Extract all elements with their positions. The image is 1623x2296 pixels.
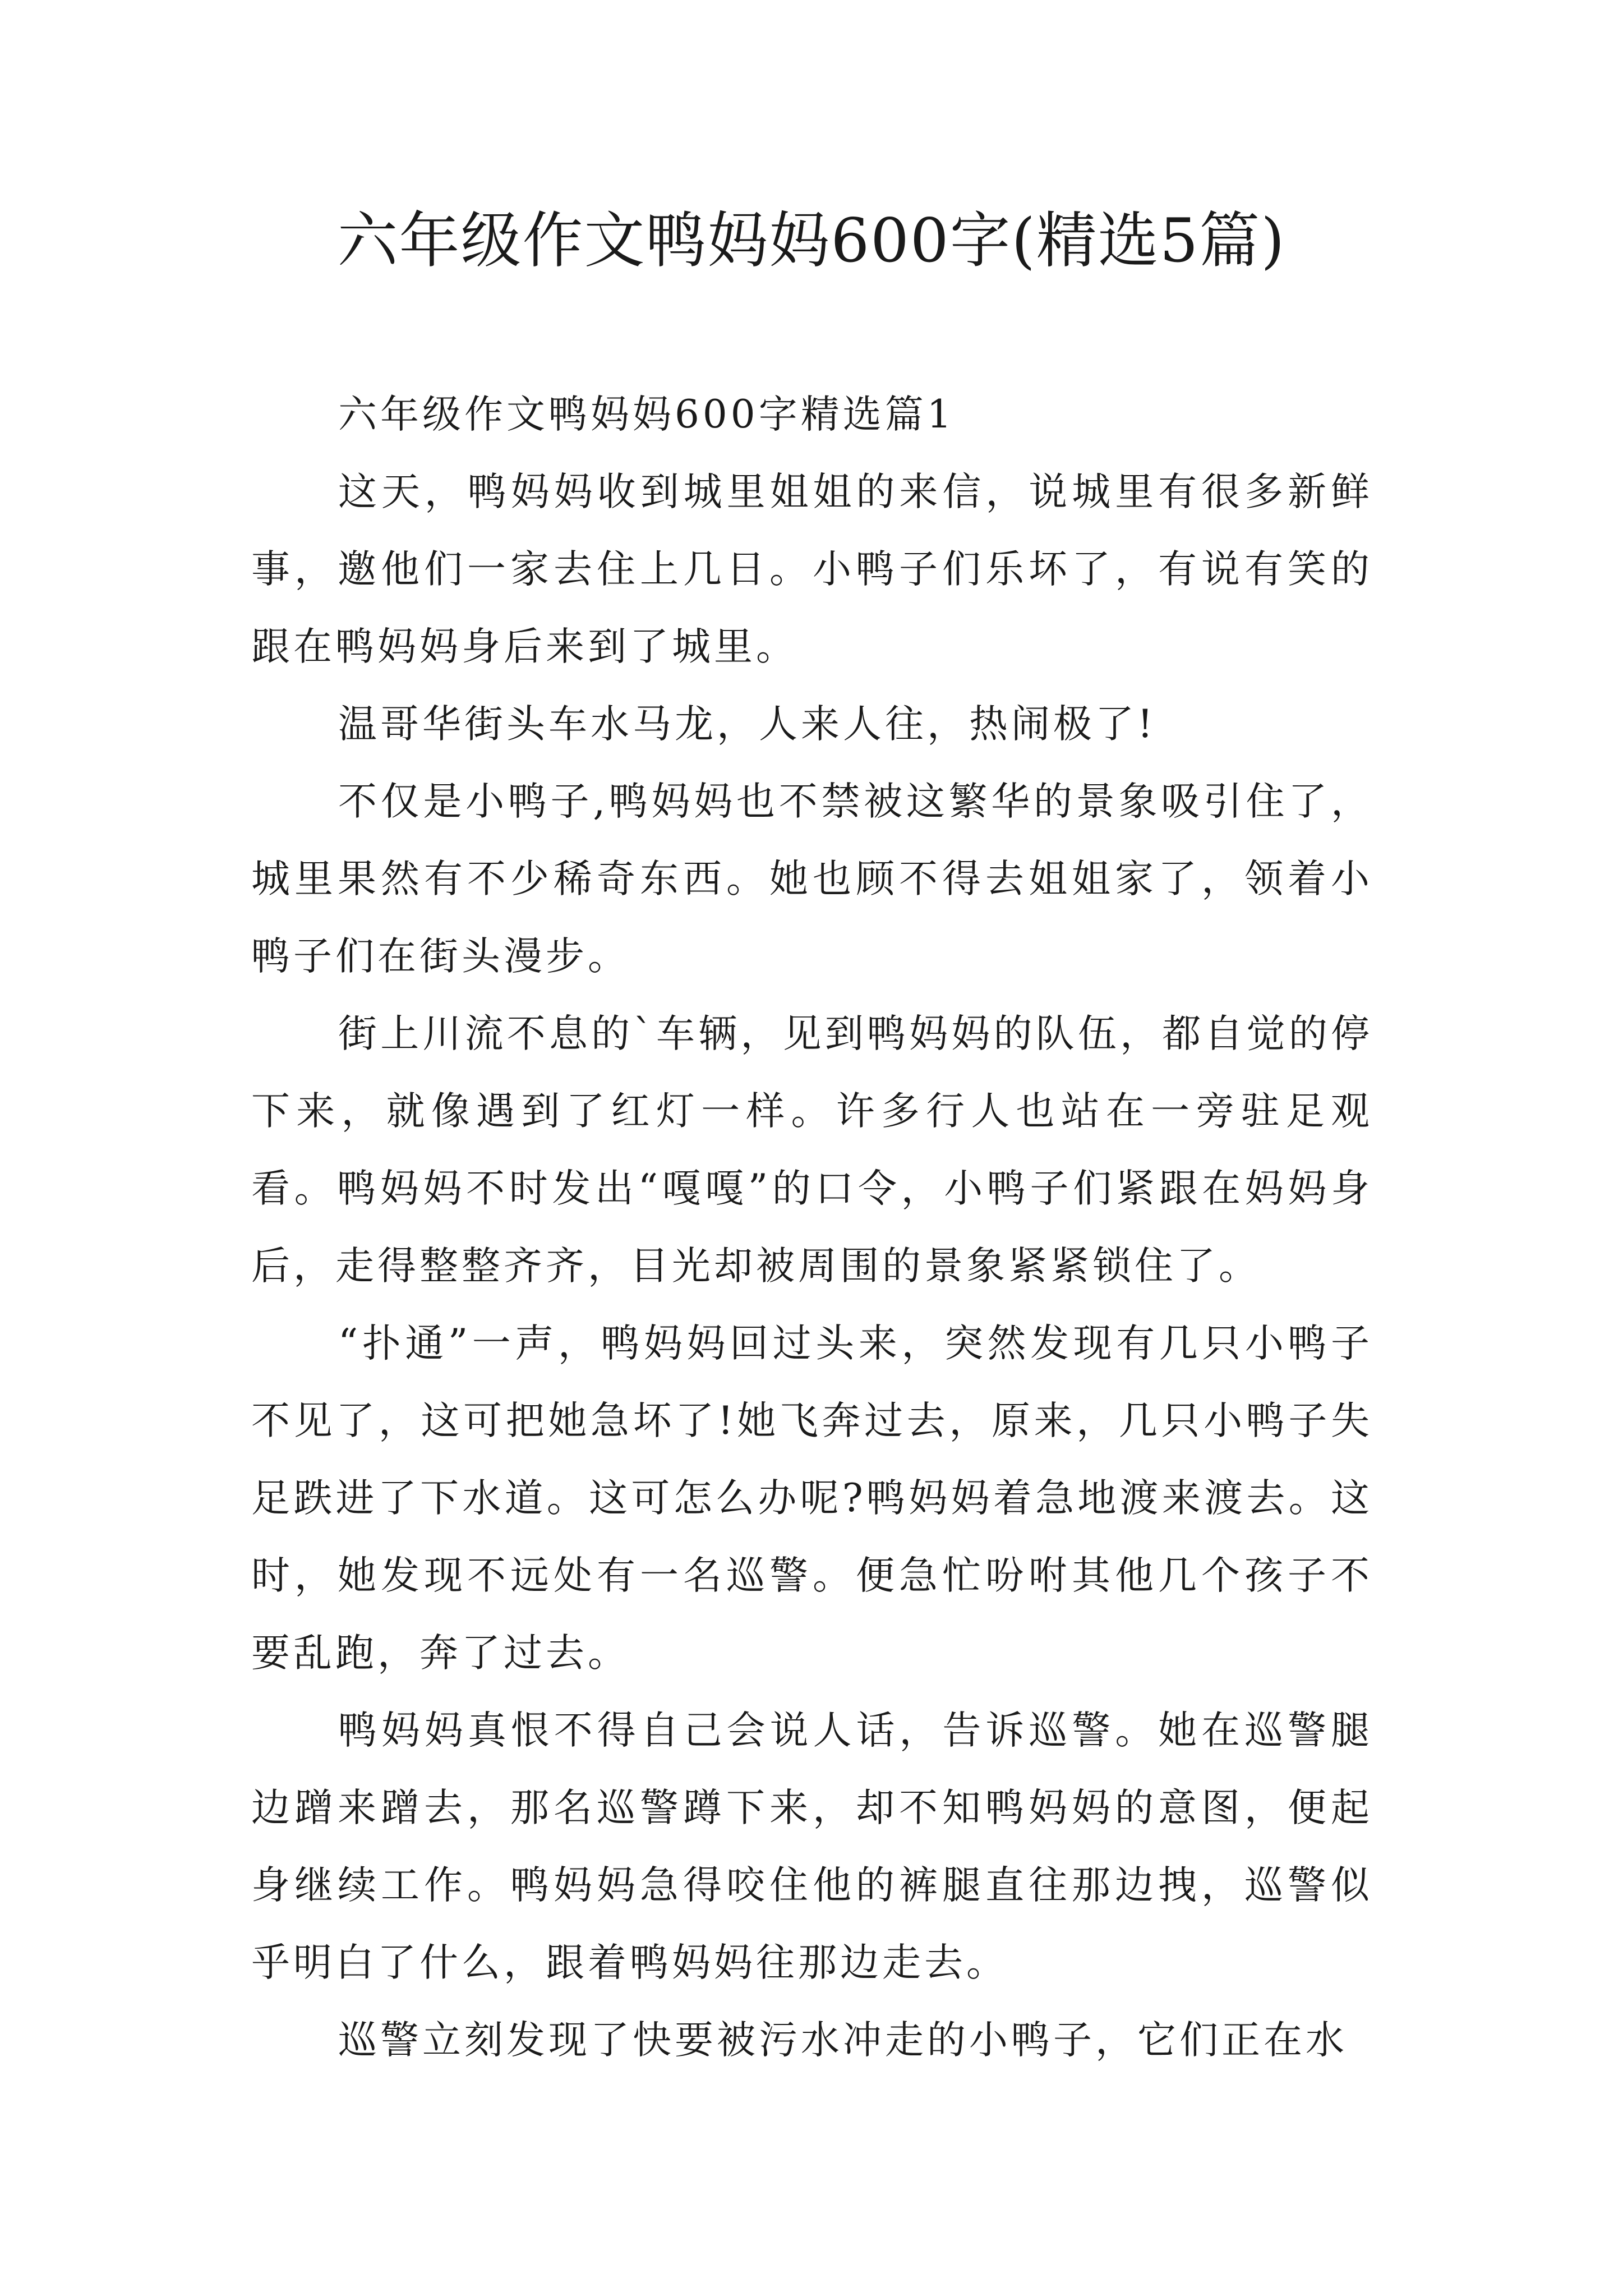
paragraph: 街上川流不息的`车辆，见到鸭妈妈的队伍，都自觉的停下来，就像遇到了红灯一样。许多行人也站在一旁驻足观看。鸭妈妈不时发出“嘎嘎”的口令，小鸭子们紧跟在妈妈身后，走得整整齐齐，目光却被周围的景象紧紧锁住了。	[251, 1011, 1373, 1289]
paragraph: 这天，鸭妈妈收到城里姐姐的来信，说城里有很多新鲜事，邀他们一家去住上几日。小鸭子们乐坏了，有说有笑的跟在鸭妈妈身后来到了城里。	[251, 470, 1373, 669]
document-title: 六年级作文鸭妈妈600字(精选5篇)	[337, 206, 1286, 276]
paragraph: 温哥华街头车水马龙，人来人往，热闹极了!	[338, 702, 1156, 747]
section-heading: 六年级作文鸭妈妈600字精选篇1	[338, 392, 955, 437]
paragraph: 巡警立刻发现了快要被污水冲走的小鸭子，它们正在水	[338, 2018, 1348, 2063]
document-body	[251, 376, 1373, 2079]
paragraph: 不仅是小鸭子,鸭妈妈也不禁被这繁华的景象吸引住了，城里果然有不少稀奇东西。她也顾不得去姐姐家了，领着小鸭子们在街头漫步。	[251, 779, 1373, 979]
paragraph: “扑通”一声，鸭妈妈回过头来，突然发现有几只小鸭子不见了，这可把她急坏了!她飞奔过去，原来，几只小鸭子失足跌进了下水道。这可怎么办呢?鸭妈妈着急地渡来渡去。这时，她发现不远处有一名巡警。便急忙吩咐其他几个孩子不要乱跑，奔了过去。	[251, 1321, 1373, 1676]
paragraph: 鸭妈妈真恨不得自己会说人话，告诉巡警。她在巡警腿边蹭来蹭去，那名巡警蹲下来，却不知鸭妈妈的意图，便起身继续工作。鸭妈妈急得咬住他的裤腿直往那边拽，巡警似乎明白了什么，跟着鸭妈妈往那边走去。	[251, 1708, 1373, 1985]
